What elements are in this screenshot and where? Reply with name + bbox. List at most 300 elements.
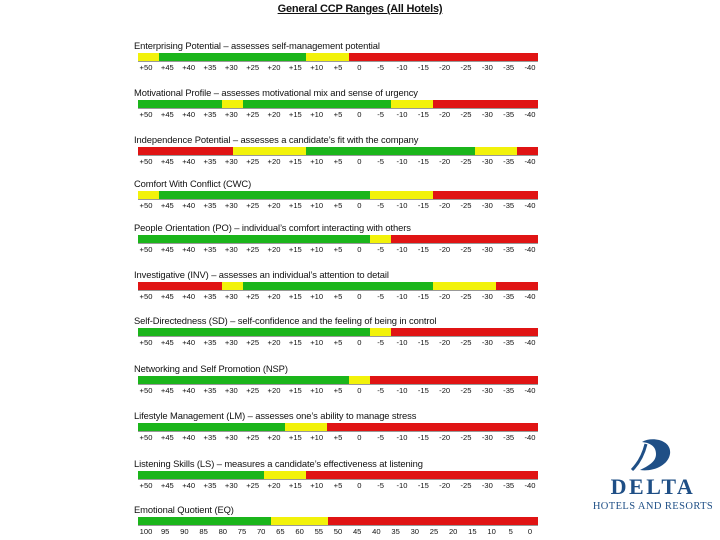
tick-label: -5 xyxy=(377,433,385,442)
tick-label: +25 xyxy=(246,110,260,119)
tick-label: +10 xyxy=(310,292,324,301)
tick-label: -35 xyxy=(503,201,515,210)
tick-label: 0 xyxy=(357,110,362,119)
range-segment-red xyxy=(517,147,538,155)
tick-axis xyxy=(138,61,538,62)
tick-label: +35 xyxy=(203,481,217,490)
tick-label: -10 xyxy=(396,433,408,442)
tick-label: +30 xyxy=(224,63,238,72)
tick-label: -25 xyxy=(460,292,472,301)
range-segment-yellow xyxy=(433,282,496,290)
range-segment-green xyxy=(138,376,349,384)
tick-label: +40 xyxy=(182,245,196,254)
tick-label: -40 xyxy=(524,245,536,254)
tick-label: +5 xyxy=(333,157,343,166)
tick-label: +30 xyxy=(224,157,238,166)
tick-label: -5 xyxy=(377,292,385,301)
tick-label: -20 xyxy=(439,63,451,72)
range-segment-red xyxy=(370,376,538,384)
scale-ticks xyxy=(138,386,538,396)
tick-label: +30 xyxy=(224,110,238,119)
tick-label: +15 xyxy=(288,481,302,490)
range-segment-green xyxy=(159,53,306,61)
tick-label: +5 xyxy=(333,292,343,301)
tick-label: -10 xyxy=(396,386,408,395)
tick-label: +25 xyxy=(246,433,260,442)
tick-label: 50 xyxy=(333,527,343,536)
logo-name: DELTA xyxy=(610,474,696,499)
tick-label: +50 xyxy=(139,386,153,395)
tick-label: -35 xyxy=(503,63,515,72)
section-label: Networking and Self Promotion (NSP) xyxy=(134,363,288,374)
tick-label: -20 xyxy=(439,338,451,347)
tick-label: -30 xyxy=(481,110,493,119)
tick-label: -5 xyxy=(377,201,385,210)
tick-label: +25 xyxy=(246,292,260,301)
tick-label: +25 xyxy=(246,201,260,210)
tick-label: +10 xyxy=(310,201,324,210)
tick-label: -10 xyxy=(396,63,408,72)
tick-label: -25 xyxy=(460,433,472,442)
tick-label: -25 xyxy=(460,481,472,490)
range-segment-green xyxy=(138,471,264,479)
range-segment-green xyxy=(243,100,390,108)
range-segment-yellow xyxy=(349,376,370,384)
tick-label: -40 xyxy=(524,292,536,301)
range-segment-yellow xyxy=(138,191,159,199)
section-label: Independence Potential – assesses a candidate’s fit with the company xyxy=(134,134,419,145)
tick-label: 0 xyxy=(357,481,362,490)
tick-label: +40 xyxy=(182,338,196,347)
tick-label: 35 xyxy=(391,527,400,536)
tick-label: +35 xyxy=(203,110,217,119)
tick-label: +20 xyxy=(267,63,281,72)
tick-label: -10 xyxy=(396,245,408,254)
range-segment-green xyxy=(243,282,432,290)
range-segment-yellow xyxy=(138,53,159,61)
range-segment-yellow xyxy=(271,517,328,525)
tick-label: +35 xyxy=(203,292,217,301)
tick-label: -30 xyxy=(481,481,493,490)
tick-label: +20 xyxy=(267,201,281,210)
tick-label: -35 xyxy=(503,433,515,442)
tick-label: +45 xyxy=(160,338,174,347)
tick-label: +45 xyxy=(160,433,174,442)
section-label: Comfort With Conflict (CWC) xyxy=(134,178,252,189)
tick-label: -5 xyxy=(377,110,385,119)
tick-label: +15 xyxy=(288,245,302,254)
tick-label: -35 xyxy=(503,292,515,301)
section-label: Motivational Profile – assesses motivational mix and sense of urgency xyxy=(134,87,418,98)
tick-label: -20 xyxy=(439,433,451,442)
tick-label: +10 xyxy=(310,338,324,347)
range-segment-red xyxy=(496,282,538,290)
tick-label: +45 xyxy=(160,157,174,166)
tick-label: +50 xyxy=(139,157,153,166)
section-label: Listening Skills (LS) – measures a candidate’s effectiveness at listening xyxy=(134,458,423,469)
tick-label: +15 xyxy=(288,292,302,301)
range-bar xyxy=(138,147,538,155)
range-segment-yellow xyxy=(264,471,306,479)
tick-label: -5 xyxy=(377,338,385,347)
page-title: General CCP Ranges (All Hotels) xyxy=(277,3,443,15)
tick-label: +15 xyxy=(288,63,302,72)
tick-label: +20 xyxy=(267,481,281,490)
range-bar xyxy=(138,376,538,384)
tick-label: +10 xyxy=(310,157,324,166)
tick-label: 0 xyxy=(357,63,362,72)
range-segment-red xyxy=(327,423,538,431)
tick-label: +50 xyxy=(139,433,153,442)
tick-label: 100 xyxy=(139,527,153,536)
tick-label: 80 xyxy=(218,527,228,536)
tick-label: +30 xyxy=(224,433,238,442)
delta-logo-mark-icon xyxy=(622,438,684,474)
tick-label: -25 xyxy=(460,338,472,347)
tick-label: +20 xyxy=(267,433,281,442)
range-segment-red xyxy=(391,235,538,243)
tick-label: 40 xyxy=(372,527,381,536)
tick-label: -5 xyxy=(377,157,385,166)
tick-label: 95 xyxy=(160,527,170,536)
tick-label: +40 xyxy=(182,433,196,442)
tick-label: -25 xyxy=(460,386,472,395)
tick-label: -35 xyxy=(503,338,515,347)
scale-ticks xyxy=(138,201,538,211)
tick-label: -35 xyxy=(503,245,515,254)
tick-label: +10 xyxy=(310,481,324,490)
tick-label: +45 xyxy=(160,481,174,490)
tick-label: -15 xyxy=(417,292,429,301)
tick-label: +50 xyxy=(139,481,153,490)
tick-label: +20 xyxy=(267,157,281,166)
tick-label: -15 xyxy=(417,245,429,254)
tick-label: +30 xyxy=(224,292,238,301)
tick-label: -40 xyxy=(524,157,536,166)
tick-label: -15 xyxy=(417,386,429,395)
delta-logo xyxy=(590,438,716,518)
tick-label: -15 xyxy=(417,433,429,442)
tick-label: +30 xyxy=(224,338,238,347)
tick-label: +35 xyxy=(203,63,217,72)
logo-subtitle: HOTELS AND RESORTS xyxy=(592,501,714,512)
tick-label: -10 xyxy=(396,481,408,490)
tick-label: +25 xyxy=(246,157,260,166)
tick-label: +45 xyxy=(160,245,174,254)
range-bar xyxy=(138,517,538,525)
range-segment-green xyxy=(138,423,285,431)
tick-label: 90 xyxy=(180,527,189,536)
tick-label: +15 xyxy=(288,433,302,442)
tick-label: 55 xyxy=(314,527,324,536)
tick-label: -10 xyxy=(396,110,408,119)
tick-label: +50 xyxy=(139,338,153,347)
tick-label: -30 xyxy=(481,201,493,210)
range-segment-yellow xyxy=(370,191,433,199)
tick-label: -25 xyxy=(460,245,472,254)
tick-label: 20 xyxy=(448,527,458,536)
tick-label: -20 xyxy=(439,110,451,119)
range-bar xyxy=(138,100,538,108)
range-segment-green xyxy=(138,328,370,336)
tick-label: +20 xyxy=(267,338,281,347)
scale-ticks xyxy=(138,157,538,167)
section-label: Self-Directedness (SD) – self-confidence and the feeling of being in control xyxy=(134,315,437,326)
tick-label: +25 xyxy=(246,245,260,254)
tick-label: +10 xyxy=(310,386,324,395)
tick-label: -40 xyxy=(524,481,536,490)
tick-label: +45 xyxy=(160,386,174,395)
tick-label: 5 xyxy=(508,527,513,536)
range-segment-red xyxy=(349,53,538,61)
tick-label: +45 xyxy=(160,201,174,210)
tick-label: -30 xyxy=(481,386,493,395)
tick-label: -40 xyxy=(524,433,536,442)
tick-label: 0 xyxy=(357,292,362,301)
tick-label: +35 xyxy=(203,433,217,442)
tick-axis xyxy=(138,384,538,385)
tick-label: +15 xyxy=(288,201,302,210)
range-segment-red xyxy=(391,328,538,336)
tick-label: -30 xyxy=(481,157,493,166)
tick-label: 0 xyxy=(357,338,362,347)
tick-label: 10 xyxy=(487,527,496,536)
tick-axis xyxy=(138,431,538,432)
tick-label: -40 xyxy=(524,386,536,395)
range-bar xyxy=(138,328,538,336)
range-segment-green xyxy=(159,191,370,199)
tick-label: +35 xyxy=(203,386,217,395)
range-segment-yellow xyxy=(306,53,348,61)
tick-label: 0 xyxy=(357,245,362,254)
range-segment-red xyxy=(306,471,538,479)
tick-label: +50 xyxy=(139,245,153,254)
tick-axis xyxy=(138,336,538,337)
tick-label: -5 xyxy=(377,386,385,395)
tick-label: -15 xyxy=(417,110,429,119)
tick-label: -30 xyxy=(481,292,493,301)
tick-label: -20 xyxy=(439,157,451,166)
tick-label: +40 xyxy=(182,481,196,490)
tick-label: -35 xyxy=(503,110,515,119)
scale-ticks xyxy=(138,338,538,348)
tick-label: +25 xyxy=(246,338,260,347)
range-segment-red xyxy=(138,147,233,155)
tick-label: +40 xyxy=(182,386,196,395)
section-label: Investigative (INV) – assesses an individual’s attention to detail xyxy=(134,269,389,280)
range-segment-yellow xyxy=(233,147,307,155)
scale-ticks xyxy=(138,63,538,73)
tick-label: +10 xyxy=(310,433,324,442)
tick-label: 0 xyxy=(357,157,362,166)
tick-label: +30 xyxy=(224,481,238,490)
tick-label: +5 xyxy=(333,245,343,254)
tick-label: 0 xyxy=(357,386,362,395)
tick-label: +50 xyxy=(139,63,153,72)
range-bar xyxy=(138,282,538,290)
tick-label: +30 xyxy=(224,245,238,254)
tick-axis xyxy=(138,199,538,200)
tick-label: +15 xyxy=(288,338,302,347)
tick-label: +50 xyxy=(139,201,153,210)
tick-axis xyxy=(138,155,538,156)
tick-label: 70 xyxy=(256,527,266,536)
tick-label: +5 xyxy=(333,201,343,210)
tick-label: -15 xyxy=(417,63,429,72)
tick-label: -20 xyxy=(439,481,451,490)
scale-ticks xyxy=(138,245,538,255)
tick-label: +20 xyxy=(267,386,281,395)
tick-label: +45 xyxy=(160,292,174,301)
tick-label: -25 xyxy=(460,201,472,210)
range-bar xyxy=(138,235,538,243)
scale-ticks xyxy=(138,527,538,537)
tick-axis xyxy=(138,243,538,244)
tick-label: -10 xyxy=(396,157,408,166)
tick-label: -25 xyxy=(460,63,472,72)
range-segment-red xyxy=(138,282,222,290)
section-label: Enterprising Potential – assesses self-management potential xyxy=(134,40,380,51)
tick-label: +40 xyxy=(182,110,196,119)
tick-label: +25 xyxy=(246,63,260,72)
scale-ticks xyxy=(138,481,538,491)
tick-label: +35 xyxy=(203,157,217,166)
tick-label: -25 xyxy=(460,110,472,119)
range-segment-yellow xyxy=(475,147,517,155)
tick-label: +10 xyxy=(310,63,324,72)
tick-label: -5 xyxy=(377,245,385,254)
tick-label: +20 xyxy=(267,292,281,301)
tick-label: -30 xyxy=(481,433,493,442)
tick-label: 25 xyxy=(429,527,439,536)
tick-label: +25 xyxy=(246,386,260,395)
tick-label: +5 xyxy=(333,338,343,347)
tick-label: 15 xyxy=(468,527,477,536)
tick-label: +40 xyxy=(182,157,196,166)
tick-label: +15 xyxy=(288,386,302,395)
range-segment-red xyxy=(328,517,538,525)
tick-label: -15 xyxy=(417,338,429,347)
tick-label: -40 xyxy=(524,110,536,119)
tick-label: -15 xyxy=(417,157,429,166)
tick-label: -20 xyxy=(439,292,451,301)
tick-label: 65 xyxy=(276,527,285,536)
range-segment-yellow xyxy=(222,100,243,108)
tick-label: -35 xyxy=(503,481,515,490)
tick-label: +5 xyxy=(333,110,343,119)
range-segment-yellow xyxy=(370,235,391,243)
tick-label: +10 xyxy=(310,110,324,119)
tick-label: -10 xyxy=(396,292,408,301)
tick-label: 0 xyxy=(527,527,533,536)
range-bar xyxy=(138,423,538,431)
tick-axis xyxy=(138,290,538,291)
tick-label: -30 xyxy=(481,338,493,347)
tick-label: 85 xyxy=(199,527,208,536)
scale-ticks xyxy=(138,433,538,443)
tick-label: 0 xyxy=(357,201,362,210)
tick-label: -15 xyxy=(417,481,429,490)
tick-label: +20 xyxy=(267,110,281,119)
range-segment-yellow xyxy=(285,423,327,431)
tick-label: -40 xyxy=(524,201,536,210)
range-segment-green xyxy=(138,517,271,525)
range-segment-red xyxy=(433,191,538,199)
tick-label: +5 xyxy=(333,63,343,72)
range-segment-green xyxy=(138,100,222,108)
scale-ticks xyxy=(138,110,538,120)
tick-label: -40 xyxy=(524,338,536,347)
range-bar xyxy=(138,471,538,479)
tick-label: 75 xyxy=(237,527,247,536)
tick-label: +45 xyxy=(160,63,174,72)
range-bar xyxy=(138,191,538,199)
tick-label: +10 xyxy=(310,245,324,254)
tick-label: -35 xyxy=(503,157,515,166)
tick-label: -35 xyxy=(503,386,515,395)
range-segment-yellow xyxy=(222,282,243,290)
tick-label: +15 xyxy=(288,110,302,119)
range-bar xyxy=(138,53,538,61)
tick-label: +35 xyxy=(203,338,217,347)
tick-label: -10 xyxy=(396,201,408,210)
tick-label: +50 xyxy=(139,292,153,301)
tick-axis xyxy=(138,525,538,526)
tick-label: +5 xyxy=(333,433,343,442)
tick-label: -30 xyxy=(481,63,493,72)
tick-label: -10 xyxy=(396,338,408,347)
tick-label: +30 xyxy=(224,201,238,210)
tick-label: +50 xyxy=(139,110,153,119)
tick-label: +30 xyxy=(224,386,238,395)
tick-label: -40 xyxy=(524,63,536,72)
tick-label: -20 xyxy=(439,201,451,210)
tick-label: -25 xyxy=(460,157,472,166)
tick-label: -20 xyxy=(439,245,451,254)
tick-axis xyxy=(138,479,538,480)
tick-label: +40 xyxy=(182,63,196,72)
section-label: People Orientation (PO) – individual’s comfort interacting with others xyxy=(134,222,411,233)
tick-label: +5 xyxy=(333,481,343,490)
tick-label: +20 xyxy=(267,245,281,254)
range-segment-green xyxy=(306,147,474,155)
tick-label: 60 xyxy=(295,527,304,536)
tick-label: -20 xyxy=(439,386,451,395)
tick-label: +45 xyxy=(160,110,174,119)
scale-ticks xyxy=(138,292,538,302)
tick-label: 0 xyxy=(357,433,362,442)
range-segment-yellow xyxy=(370,328,391,336)
range-segment-yellow xyxy=(391,100,433,108)
tick-label: -30 xyxy=(481,245,493,254)
range-segment-red xyxy=(433,100,538,108)
tick-axis xyxy=(138,108,538,109)
tick-label: -5 xyxy=(377,63,385,72)
tick-label: +35 xyxy=(203,201,217,210)
tick-label: 45 xyxy=(352,527,362,536)
tick-label: +35 xyxy=(203,245,217,254)
tick-label: +40 xyxy=(182,201,196,210)
tick-label: 30 xyxy=(410,527,420,536)
range-segment-green xyxy=(138,235,370,243)
tick-label: +15 xyxy=(288,157,302,166)
tick-label: -15 xyxy=(417,201,429,210)
section-label: Lifestyle Management (LM) – assesses one’s ability to manage stress xyxy=(134,410,417,421)
tick-label: +5 xyxy=(333,386,343,395)
tick-label: +40 xyxy=(182,292,196,301)
section-label: Emotional Quotient (EQ) xyxy=(134,504,234,515)
tick-label: -5 xyxy=(377,481,385,490)
